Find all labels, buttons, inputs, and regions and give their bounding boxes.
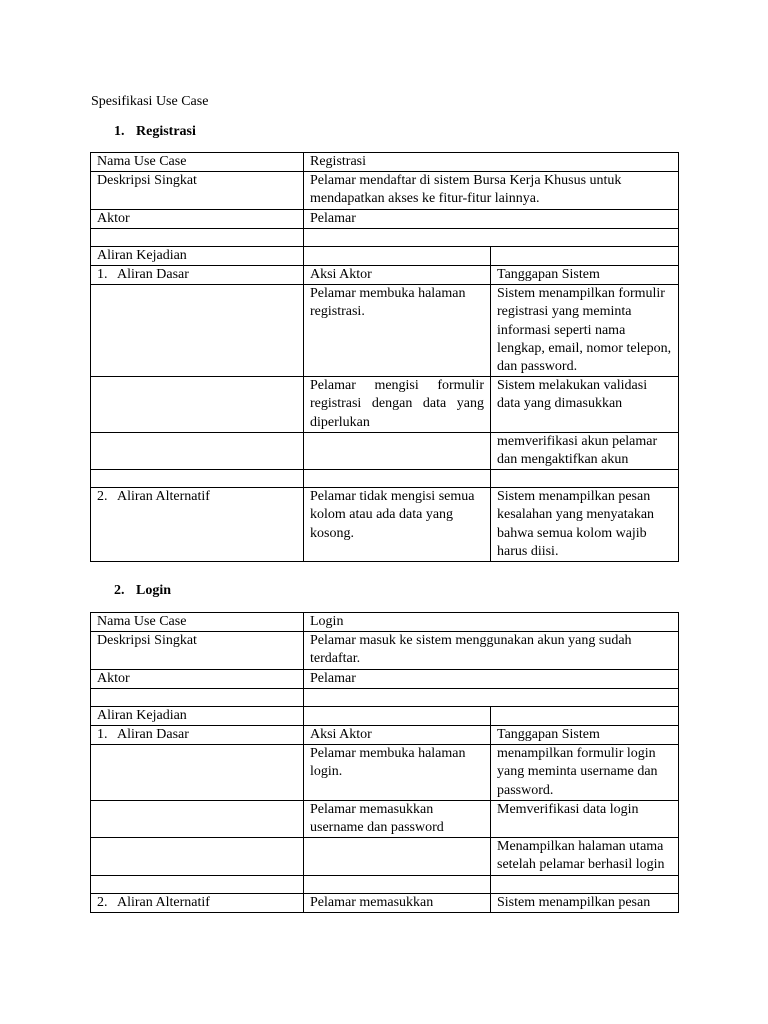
table-row	[91, 153, 679, 172]
aksi-aktor-cell	[304, 432, 491, 469]
value-aktor: Pelamar	[304, 209, 679, 228]
aksi-line: Pelamar mengisi formulir	[310, 378, 484, 394]
label-nama-use-case: Nama Use Case	[91, 613, 304, 632]
label-deskripsi-singkat: Deskripsi Singkat	[91, 632, 304, 669]
empty-cell	[91, 875, 304, 893]
label-deskripsi-singkat: Deskripsi Singkat	[91, 172, 304, 209]
empty-cell	[91, 745, 304, 801]
value-nama-use-case: Login	[304, 613, 679, 632]
label-aliran-kejadian: Aliran Kejadian	[91, 706, 304, 725]
use-case-table-login	[90, 612, 679, 913]
empty-cell	[491, 875, 679, 893]
table-row-empty	[91, 875, 679, 893]
table-row	[91, 800, 679, 837]
table-row	[91, 632, 679, 669]
flow-label: Aliran Alternatif	[117, 489, 210, 505]
use-case-table-registrasi	[90, 152, 679, 562]
flow-label: Aliran Alternatif	[117, 894, 210, 910]
table-row	[91, 838, 679, 875]
tanggapan-sistem-cell: Sistem menampilkan pesan	[491, 893, 679, 912]
table-row	[91, 266, 679, 285]
table-row	[91, 285, 679, 377]
label-aktor: Aktor	[91, 209, 304, 228]
empty-cell	[91, 470, 304, 488]
tanggapan-sistem-cell: Sistem menampilkan formulir registrasi yang meminta informasi seperti nama lengkap, email, nomor telepon, dan password.	[491, 285, 679, 377]
label-aliran-kejadian: Aliran Kejadian	[91, 246, 304, 265]
aksi-line: diperlukan	[310, 414, 370, 430]
table-row	[91, 745, 679, 801]
tanggapan-sistem-cell: Sistem menampilkan pesan kesalahan yang menyatakan bahwa semua kolom wajib harus diisi.	[491, 488, 679, 562]
header-tanggapan-sistem: Tanggapan Sistem	[491, 266, 679, 285]
aksi-aktor-cell: Pelamar memasukkan	[304, 893, 491, 912]
label-aliran-alternatif	[91, 488, 304, 562]
empty-cell	[91, 377, 304, 433]
tanggapan-sistem-cell: menampilkan formulir login yang meminta username dan password.	[491, 745, 679, 801]
section-number: 2.	[114, 583, 125, 598]
flow-number: 1.	[97, 727, 108, 743]
flow-number: 1.	[97, 267, 108, 283]
empty-cell	[491, 470, 679, 488]
empty-cell	[91, 432, 304, 469]
header-tanggapan-sistem: Tanggapan Sistem	[491, 726, 679, 745]
table-row	[91, 613, 679, 632]
aksi-aktor-cell: Pelamar membuka halaman registrasi.	[304, 285, 491, 377]
table-row-empty	[91, 470, 679, 488]
empty-cell	[91, 228, 304, 246]
table-row	[91, 172, 679, 209]
empty-cell	[304, 228, 679, 246]
empty-cell	[304, 688, 679, 706]
table-row	[91, 432, 679, 469]
section-title: Login	[136, 583, 172, 598]
value-nama-use-case: Registrasi	[304, 153, 679, 172]
empty-cell	[491, 246, 679, 265]
table-row	[91, 893, 679, 912]
empty-cell	[91, 838, 304, 875]
empty-cell	[91, 285, 304, 377]
table-row-empty	[91, 688, 679, 706]
table-row	[91, 726, 679, 745]
aksi-aktor-cell: Pelamar memasukkan username dan password	[304, 800, 491, 837]
label-aliran-dasar	[91, 726, 304, 745]
tanggapan-sistem-cell: Sistem melakukan validasi data yang dimasukkan	[491, 377, 679, 433]
empty-cell	[304, 470, 491, 488]
aksi-aktor-cell: Pelamar membuka halaman login.	[304, 745, 491, 801]
empty-cell	[91, 800, 304, 837]
section-title: Registrasi	[136, 124, 196, 139]
label-aktor: Aktor	[91, 669, 304, 688]
empty-cell	[91, 688, 304, 706]
table-row	[91, 706, 679, 725]
document-title: Spesifikasi Use Case	[91, 94, 209, 109]
empty-cell	[304, 875, 491, 893]
empty-cell	[304, 246, 491, 265]
section-heading-login	[114, 582, 171, 600]
section-heading-registrasi	[114, 123, 196, 141]
value-aktor: Pelamar	[304, 669, 679, 688]
tanggapan-sistem-cell: Menampilkan halaman utama setelah pelamar berhasil login	[491, 838, 679, 875]
label-aliran-alternatif	[91, 893, 304, 912]
flow-label: Aliran Dasar	[117, 727, 189, 743]
flow-label: Aliran Dasar	[117, 267, 189, 283]
tanggapan-sistem-cell: memverifikasi akun pelamar dan mengaktifkan akun	[491, 432, 679, 469]
aksi-aktor-cell	[304, 838, 491, 875]
label-aliran-dasar	[91, 266, 304, 285]
flow-number: 2.	[97, 489, 108, 505]
table-row	[91, 246, 679, 265]
section-number: 1.	[114, 124, 125, 139]
aksi-aktor-cell	[304, 377, 491, 433]
empty-cell	[304, 706, 491, 725]
header-aksi-aktor: Aksi Aktor	[304, 726, 491, 745]
aksi-line: registrasi dengan data yang	[310, 396, 484, 412]
table-row	[91, 488, 679, 562]
aksi-aktor-cell: Pelamar tidak mengisi semua kolom atau ada data yang kosong.	[304, 488, 491, 562]
flow-number: 2.	[97, 894, 108, 910]
table-row	[91, 209, 679, 228]
label-nama-use-case: Nama Use Case	[91, 153, 304, 172]
table-row	[91, 377, 679, 433]
table-row	[91, 669, 679, 688]
value-deskripsi: Pelamar mendaftar di sistem Bursa Kerja Khusus untuk mendapatkan akses ke fitur-fitur lainnya.	[304, 172, 679, 209]
header-aksi-aktor: Aksi Aktor	[304, 266, 491, 285]
table-row-empty	[91, 228, 679, 246]
tanggapan-sistem-cell: Memverifikasi data login	[491, 800, 679, 837]
value-deskripsi: Pelamar masuk ke sistem menggunakan akun yang sudah terdaftar.	[304, 632, 679, 669]
empty-cell	[491, 706, 679, 725]
